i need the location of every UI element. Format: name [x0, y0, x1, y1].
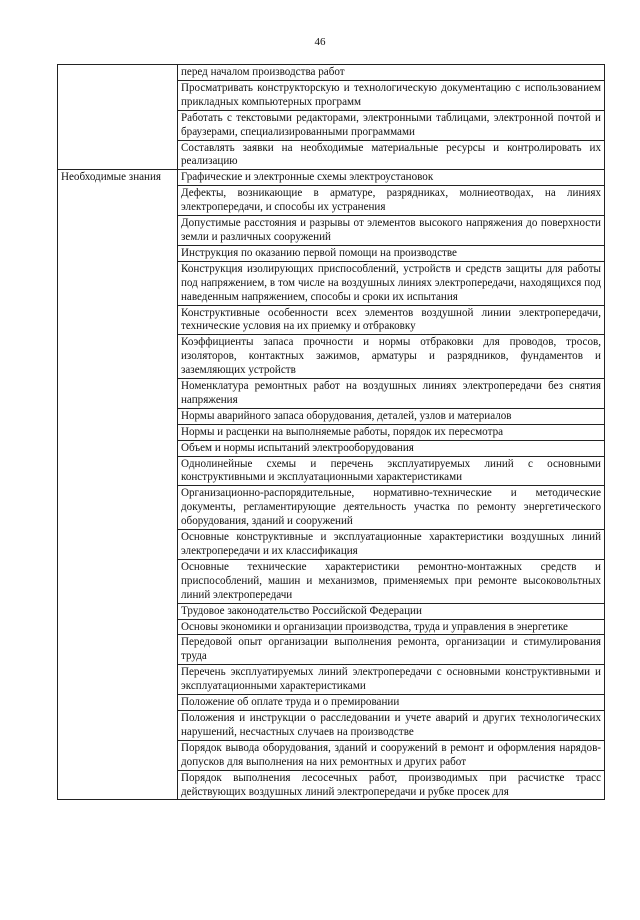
table-body [58, 65, 605, 800]
knowledge-item: Передовой опыт организации выполнения ремонта, организации и стимулирования труда [178, 635, 605, 665]
knowledge-row [58, 170, 605, 186]
knowledge-item: Основы экономики и организации производства, труда и управления в энергетике [178, 619, 605, 635]
knowledge-item: Перечень эксплуатируемых линий электропередачи с основными конструктивными и эксплуатационными характеристиками [178, 665, 605, 695]
knowledge-item: Положение об оплате труда и о премировании [178, 695, 605, 711]
skills-row [58, 65, 605, 81]
knowledge-item: Трудовое законодательство Российской Федерации [178, 603, 605, 619]
knowledge-item: Коэффициенты запаса прочности и нормы отбраковки для проводов, тросов, изоляторов, контактных зажимов, арматуры и разрядников, фундаментов и заземляющих устройств [178, 335, 605, 379]
skills-label [58, 65, 178, 170]
knowledge-item: Организационно-распорядительные, нормативно-технические и методические документы, регламентирующие деятельность участка по ремонту энергетического оборудования, зданий и сооружений [178, 486, 605, 530]
knowledge-item: Нормы аварийного запаса оборудования, деталей, узлов и материалов [178, 408, 605, 424]
knowledge-item: Положения и инструкции о расследовании и учете аварий и других технологических нарушений, несчастных случаев на производстве [178, 710, 605, 740]
knowledge-item: Конструкция изолирующих приспособлений, устройств и средств защиты для работы под напряжением, в том числе на воздушных линиях электропередачи, находящихся под наведенным напряжением, способы и сроки их испытания [178, 261, 605, 305]
knowledge-item: Порядок вывода оборудования, зданий и сооружений в ремонт и оформления нарядов-допусков для выполнения на них ремонтных и других работ [178, 740, 605, 770]
knowledge-item: Однолинейные схемы и перечень эксплуатируемых линий с основными конструктивными и эксплуатационными характеристиками [178, 456, 605, 486]
knowledge-item: Графические и электронные схемы электроустановок [178, 170, 605, 186]
knowledge-item: Конструктивные особенности всех элементов воздушной линии электропередачи, технические условия на их приемку и отбраковку [178, 305, 605, 335]
knowledge-item: Основные конструктивные и эксплуатационные характеристики воздушных линий электропередачи и их классификация [178, 530, 605, 560]
knowledge-label: Необходимые знания [58, 170, 178, 800]
knowledge-item: Объем и нормы испытаний электрооборудования [178, 440, 605, 456]
skills-item: Просматривать конструкторскую и технологическую документацию с использованием прикладных компьютерных программ [178, 80, 605, 110]
knowledge-item: Основные технические характеристики ремонтно-монтажных средств и приспособлений, машин и механизмов, применяемых при ремонте высоковольтных линий электропередачи [178, 559, 605, 603]
knowledge-table [57, 64, 605, 800]
skills-item: перед началом производства работ [178, 65, 605, 81]
knowledge-item: Порядок выполнения лесосечных работ, производимых при расчистке трасс действующих воздушных линий электропередачи и рубке просек для [178, 770, 605, 800]
knowledge-item: Нормы и расценки на выполняемые работы, порядок их пересмотра [178, 424, 605, 440]
page-number: 46 [314, 36, 326, 48]
skills-item: Работать с текстовыми редакторами, электронными таблицами, электронной почтой и браузерами, специализированными программами [178, 110, 605, 140]
skills-item: Составлять заявки на необходимые материальные ресурсы и контролировать их реализацию [178, 140, 605, 170]
knowledge-item: Допустимые расстояния и разрывы от элементов высокого напряжения до поверхности земли и различных сооружений [178, 216, 605, 246]
knowledge-item: Дефекты, возникающие в арматуре, разрядниках, молниеотводах, на линиях электропередачи, и способы их устранения [178, 186, 605, 216]
knowledge-item: Номенклатура ремонтных работ на воздушных линиях электропередачи без снятия напряжения [178, 379, 605, 409]
knowledge-item: Инструкция по оказанию первой помощи на производстве [178, 245, 605, 261]
